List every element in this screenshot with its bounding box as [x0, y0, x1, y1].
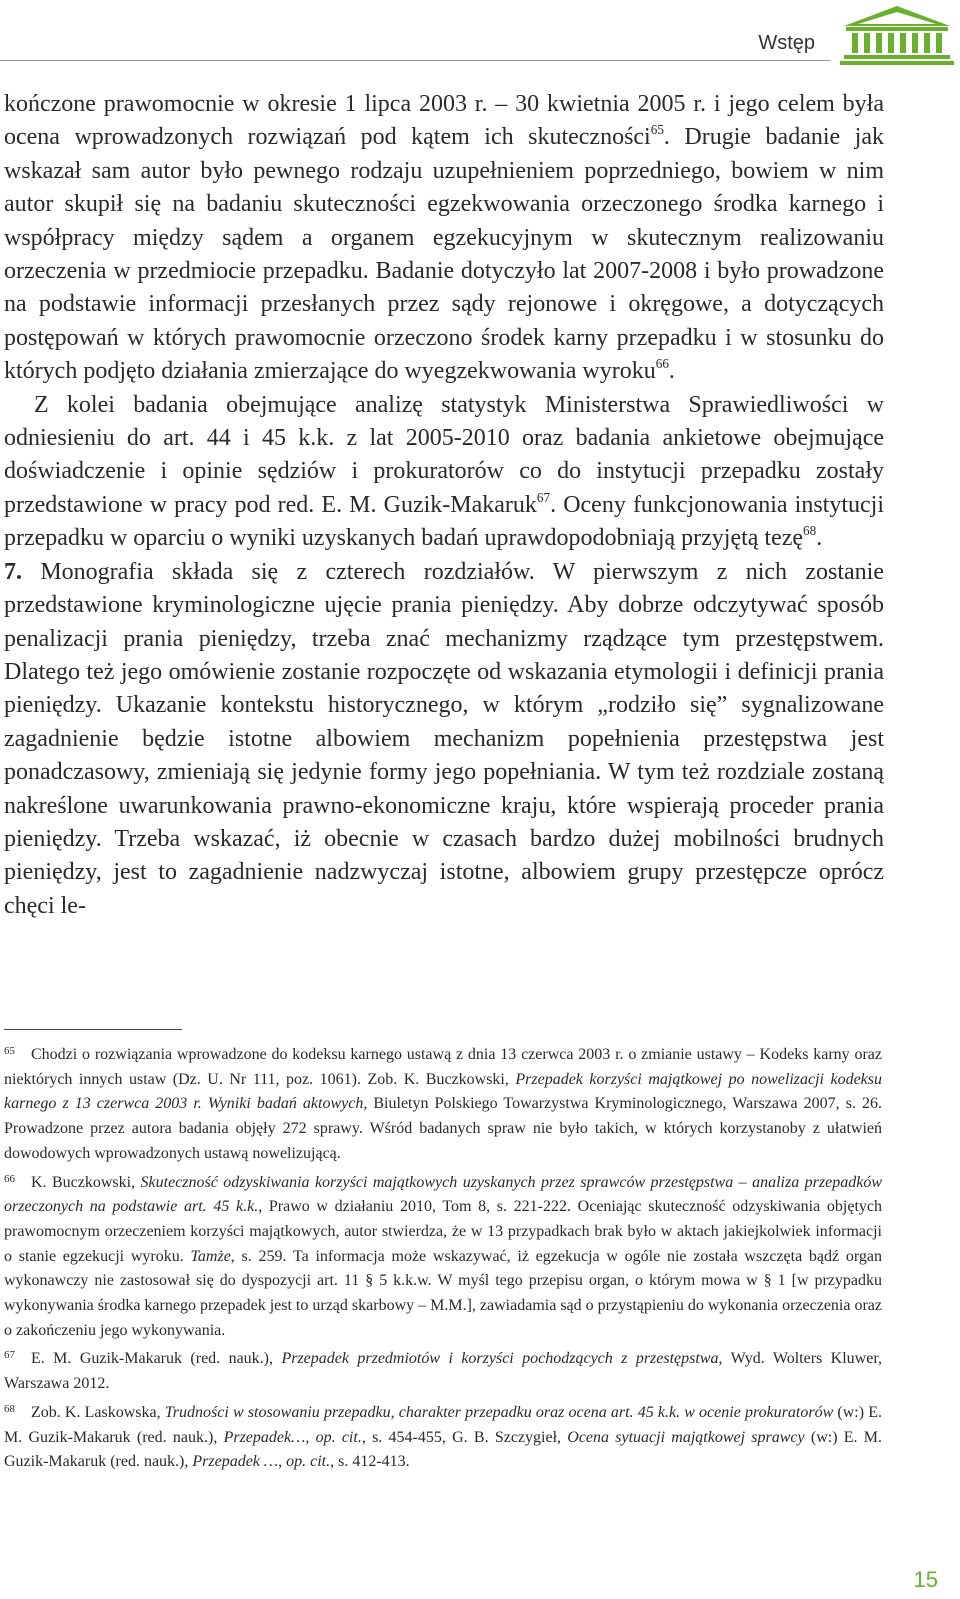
footnote-ref-67[interactable]: 67 [536, 489, 551, 505]
footnote-ref-66[interactable]: 66 [655, 356, 669, 372]
paragraph-3: 7. Monografia składa się z czterech rozdziałów. W pierwszym z nich zostanie przedstawione kryminologiczne ujęcie prania pieniędzy. Aby dobrze odczytywać sposób penalizacji prania pieniędzy, trzeba znać mechanizmy rządzące tym przestępstwem. Dlatego też jego omówienie zostanie rozpoczęte od wskazania etymologii i definicji prania pieniędzy. Ukazanie kontekstu historycznego, w którym „rodziło się” sygnalizowane zagadnienie będzie istotne albowiem mechanizm popełnienia przestępstwa jest ponadczasowy, zmieniają się jedynie formy jego popełniania. W tym też rozdziale zostaną nakreślone uwarunkowania prawno-ekonomiczne kraju, które wspierają proceder prania pieniędzy. Trzeba wskazać, iż obecnie w czasach bardzo dużej mobilności brudnych pieniędzy, jest to zagadnienie nadzwyczaj istotne, albowiem grupy przestępcze oprócz chęci le- [4, 558, 884, 919]
footnote-number: 68 [4, 1402, 15, 1415]
footnote-67: $^{67}$ E. M. Guzik-Makaruk (red. nauk.), Przepadek przedmiotów i korzyści pochodzących z przestępstwa, Wyd. Wolters Kluwer, Warszawa 2012. [4, 1349, 883, 1393]
running-title: Wstęp [758, 32, 815, 54]
building-logo-icon [838, 4, 956, 66]
footnotes [4, 1039, 882, 1475]
footnote-68: $^{68}$ Zob. K. Laskowska, Trudności w stosowaniu przepadku, charakter przepadku oraz ocena art. 45 k.k. w ocenie prokuratorów (w:) E. M. Guzik-Makaruk (red. nauk.), Przepadek…, op. cit., s. 454-455, G. B. Szczygieł, Ocena sytuacji majątkowej sprawcy (w:) E. M. Guzik-Makaruk (red. nauk.), Przepadek …, op. cit., s. 412-413. [4, 1402, 883, 1471]
footnote-number: 67 [4, 1349, 15, 1362]
footnote-ref-68[interactable]: 68 [803, 523, 817, 539]
paragraph-1: kończone prawomocnie w okresie 1 lipca 2003 r. – 30 kwietnia 2005 r. i jego celem była ocena wprowadzonych rozwiązań pod kątem ich skuteczności$^{65}$. Drugie badanie jak wskazał sam autor było pewnego rodzaju uzupełnieniem poprzedniego, bowiem w nim autor skupił się na badaniu skuteczności egzekwowania orzeczonego środka karnego i współpracy między sądem a organem egzekucyjnym w skutecznym realizowaniu orzeczenia w przedmiocie przepadku. Badanie dotyczyło lat 2007-2008 i było prowadzone na podstawie informacji przesłanych przez sądy rejonowe i okręgowe, a dotyczących postępowań w których prawomocnie orzeczono środek karny przepadku i w stosunku do których podjęto działania zmierzające do wyegzekwowania wyroku$^{66}$. [4, 91, 884, 385]
footnote-ref-65[interactable]: 65 [650, 122, 664, 138]
footnote-number: 66 [4, 1172, 15, 1185]
footnote-65: $^{65}$ Chodzi o rozwiązania wprowadzone do kodeksu karnego ustawą z dnia 13 czerwca 2003 r. o zmianie ustawy – Kodeks karny oraz niektórych innych ustaw (Dz. U. Nr 111, poz. 1061). Zob. K. Buczkowski, Przepadek korzyści majątkowej po nowelizacji kodeksu karnego z 13 czerwca 2003 r. Wyniki badań aktowych, Biuletyn Polskiego Towarzystwa Kryminologicznego, Warszawa 2007, s. 26. Prowadzone przez autora badania objęły 272 sprawy. Wśród badanych spraw nie było takich, w których korzystanoby z ułatwień dowodowych wprowadzonych ustawą nowelizującą. [4, 1045, 883, 1162]
section-number: 7. [4, 558, 22, 585]
paragraph-2: Z kolei badania obejmujące analizę statystyk Ministerstwa Sprawiedliwości w odniesieniu do art. 44 i 45 k.k. z lat 2005-2010 oraz badania ankietowe obejmujące doświadczenie i opinie sędziów i prokuratorów co do instytucji przepadku zostały przedstawione w pracy pod red. E. M. Guzik-Makaruk$^{67}$. Oceny funkcjonowania instytucji przepadku w oparciu o wyniki uzyskanych badań uprawdopodobniają przyjętą tezę$^{68}$. [4, 391, 884, 552]
header-rule [0, 60, 830, 61]
footnote-66: $^{66}$ K. Buczkowski, Skuteczność odzyskiwania korzyści majątkowych uzyskanych przez sprawców przestępstwa – analiza przepadków orzeczonych na podstawie art. 45 k.k., Prawo w działaniu 2010, Tom 8, s. 221-222. Oceniając skuteczność odzyskiwania objętych prawomocnym orzeczeniem korzyści majątkowych, autor stwierdza, że w 13 przypadkach brak było w aktach jakiejkolwiek informacji o stanie egzekucji wyroku. Tamże, s. 259. Ta informacja może wskazywać, iż egzekucja w ogóle nie została wszczęta bądź organ wykonawczy nie zastosował się do dyspozycji art. 11 § 5 k.k.w. W myśl tego przepisu organ, o którym mowa w § 1 [w przypadku wykonywania środka karnego przepadek jest to urząd skarbowy – M.M.], zawiadamia sąd o przystąpieniu do wykonania orzeczenia oraz o zakończeniu jego wykonywania. [4, 1172, 883, 1339]
main-text [4, 88, 884, 923]
page-number: 15 [913, 1567, 938, 1592]
page-header [0, 0, 960, 72]
footnote-divider [4, 1029, 182, 1030]
footnote-number: 65 [4, 1045, 15, 1057]
